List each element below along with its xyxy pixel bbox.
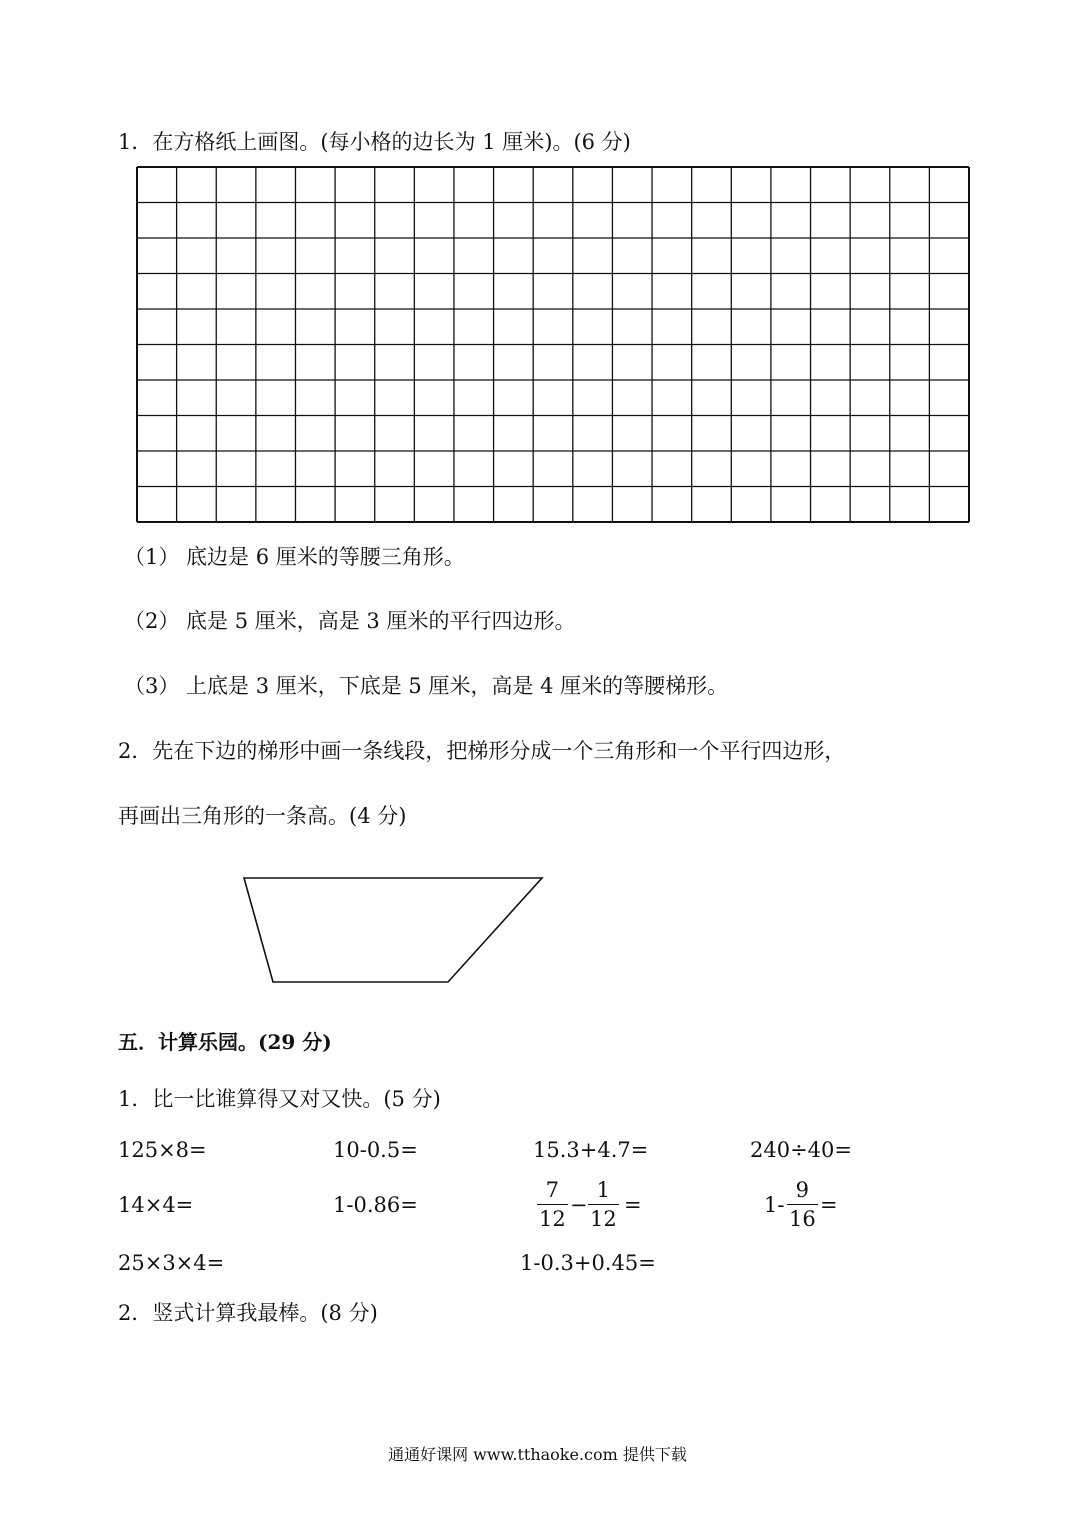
fraction-7-12 xyxy=(537,1177,568,1232)
fraction-numerator: 1 xyxy=(596,1178,611,1202)
fraction-numerator: 7 xyxy=(545,1178,560,1202)
fraction-numerator: 9 xyxy=(795,1178,810,1202)
q1-item-2: （2） 底是 5 厘米，高是 3 厘米的平行四边形。 xyxy=(124,609,576,633)
q1-item-1: （1） 底边是 6 厘米的等腰三角形。 xyxy=(124,545,465,569)
calc-4: 240÷40= xyxy=(750,1138,852,1162)
trapezoid-figure xyxy=(240,872,550,988)
fraction-9-16 xyxy=(787,1177,818,1232)
calc-6: 1-0.86= xyxy=(333,1193,418,1217)
calc-8-prefix: 1- xyxy=(764,1193,785,1217)
q2-line-2: 再画出三角形的一条高。(4 分) xyxy=(118,804,407,828)
q1-title: 1．在方格纸上画图。(每小格的边长为 1 厘米)。(6 分) xyxy=(118,130,631,154)
calc-10: 1-0.3+0.45= xyxy=(520,1251,656,1275)
fraction-bar xyxy=(787,1204,818,1205)
square-grid-paper xyxy=(136,166,970,524)
footer-source: 通通好课网 www.tthaoke.com 提供下载 xyxy=(388,1445,687,1464)
equals-sign: = xyxy=(624,1193,642,1217)
fraction-bar xyxy=(588,1204,619,1205)
equals-sign: = xyxy=(820,1193,838,1217)
s5-part2-title: 2．竖式计算我最棒。(8 分) xyxy=(118,1301,378,1325)
calc-2: 10-0.5= xyxy=(333,1138,418,1162)
calc-9: 25×3×4= xyxy=(118,1251,225,1275)
trapezoid-shape xyxy=(244,878,542,982)
fraction-denominator: 16 xyxy=(789,1207,816,1231)
q1-item-3: （3） 上底是 3 厘米，下底是 5 厘米，高是 4 厘米的等腰梯形。 xyxy=(124,674,729,698)
fraction-denominator: 12 xyxy=(539,1207,566,1231)
fraction-denominator: 12 xyxy=(590,1207,617,1231)
calc-1: 125×8= xyxy=(118,1138,207,1162)
calc-5: 14×4= xyxy=(118,1193,194,1217)
minus-sign: − xyxy=(570,1193,588,1217)
fraction-1-12 xyxy=(588,1177,619,1232)
q2-line-1: 2．先在下边的梯形中画一条线段，把梯形分成一个三角形和一个平行四边形， xyxy=(118,739,846,763)
fraction-bar xyxy=(537,1204,568,1205)
s5-part1-title: 1．比一比谁算得又对又快。(5 分) xyxy=(118,1087,441,1111)
section-5-title: 五．计算乐园。(29 分) xyxy=(118,1030,332,1054)
calc-3: 15.3+4.7= xyxy=(533,1138,649,1162)
